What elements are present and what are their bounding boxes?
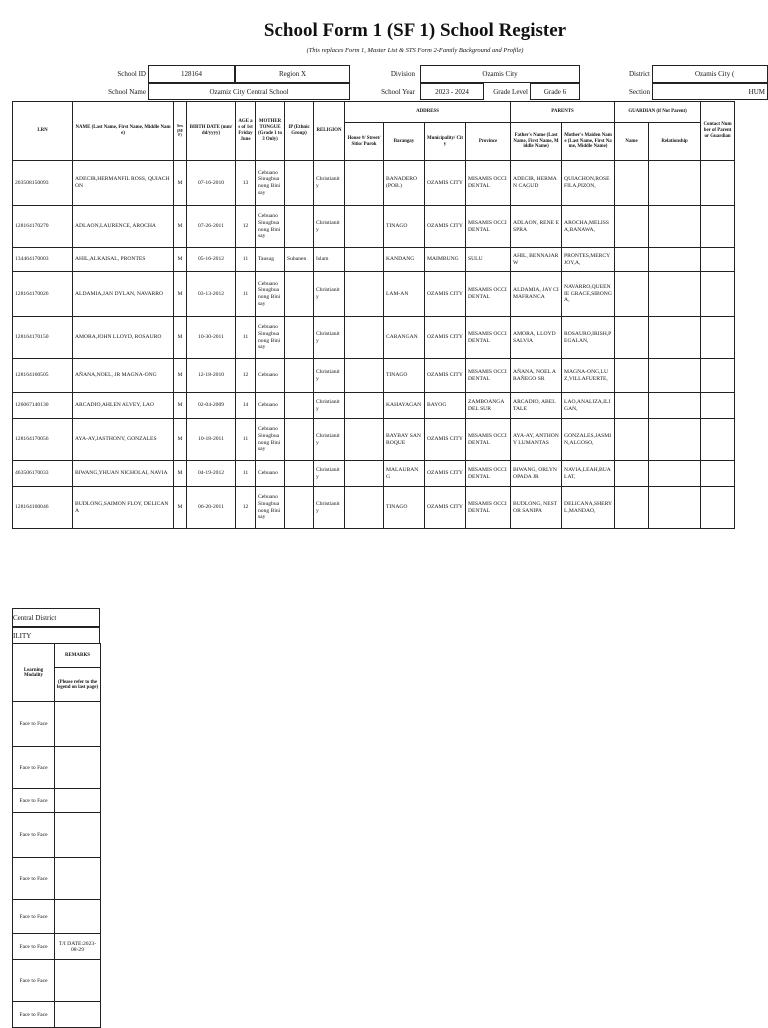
tongue-cell: Cebuano Sinugbua nong Binisay	[256, 419, 285, 461]
father-cell: ALDAMIA, JAY CIMAFRANCA	[511, 272, 562, 317]
province-cell: ZAMBOANGA DEL SUR	[466, 393, 511, 419]
table-row	[13, 272, 735, 317]
remark-cell	[55, 900, 101, 934]
table-row	[13, 206, 735, 248]
district-value: Ozamis City (	[652, 65, 768, 83]
province-cell: MISAMIS OCCIDENTAL	[466, 419, 511, 461]
contact-cell	[701, 359, 735, 393]
sex-cell: M	[174, 272, 187, 317]
school-name-label: School Name	[108, 88, 146, 96]
tongue-cell: Cebuano Sinugbua nong Binisay	[256, 487, 285, 529]
religion-cell: Islam	[314, 248, 345, 272]
municipality-cell: OZAMIS CITY	[425, 487, 466, 529]
col-guardian: GUARDIAN (if Not Parent)	[615, 102, 701, 123]
name-cell: AÑANA,NOEL, JR MAGNA-ONG	[73, 359, 174, 393]
modality-cell: Face to Face	[13, 934, 55, 960]
ip-cell	[285, 317, 314, 359]
municipality-cell: OZAMIS CITY	[425, 419, 466, 461]
father-cell: AÑANA, NOEL ARAÑEGO SR	[511, 359, 562, 393]
name-cell: BIWANG,YHUAN NICHOLAI, NAVIA	[73, 461, 174, 487]
remarks-note: (Please refer to the legend on last page)	[55, 668, 101, 702]
remark-cell	[55, 747, 101, 789]
mother-cell: NAVIA,LEAH,BUALAT,	[562, 461, 615, 487]
contact-cell	[701, 248, 735, 272]
name-cell: ARCADIO,AHLEN ALVEY, LAO	[73, 393, 174, 419]
ip-cell: Subanen	[285, 248, 314, 272]
municipality-cell: OZAMIS CITY	[425, 161, 466, 206]
col-mother: Mother's Maiden Name (Last Name, First Name, Middle Name)	[562, 123, 615, 161]
birth-cell: 03-13-2012	[187, 272, 236, 317]
tongue-cell: Cebuano Sinugbua nong Binisay	[256, 206, 285, 248]
barangay-cell: TINAGO	[384, 487, 425, 529]
contact-cell	[701, 461, 735, 487]
birth-cell: 07-16-2010	[187, 161, 236, 206]
col-guardian-name: Name	[615, 123, 649, 161]
table-row	[13, 747, 101, 789]
lrn-cell: 128164160505	[13, 359, 73, 393]
father-cell: AHIL, BENNAJAR W	[511, 248, 562, 272]
sex-cell: M	[174, 161, 187, 206]
barangay-cell: TINAGO	[384, 359, 425, 393]
barangay-cell: LAM-AN	[384, 272, 425, 317]
guardian-name-cell	[615, 248, 649, 272]
birth-cell: 12-18-2010	[187, 359, 236, 393]
province-cell: MISAMIS OCCIDENTAL	[466, 359, 511, 393]
guardian-name-cell	[615, 272, 649, 317]
age-cell: 12	[236, 487, 256, 529]
col-name: NAME (Last Name, First Name, Middle Name)	[73, 102, 174, 161]
school-name-value: Ozamiz City Central School	[148, 83, 350, 100]
table-row	[13, 461, 735, 487]
division-label: Division	[390, 70, 415, 78]
form-subtitle: (This replaces Form 1, Master List & STS Form 2-Family Background and Profile)	[306, 47, 524, 54]
contact-cell	[701, 317, 735, 359]
name-cell: ADLAON,LAURENCE, AROCHA	[73, 206, 174, 248]
guardian-relationship-cell	[649, 161, 701, 206]
religion-cell: Christianity	[314, 317, 345, 359]
province-cell: MISAMIS OCCIDENTAL	[466, 487, 511, 529]
col-father: Father's Name (Last Name, First Name, Middle Name)	[511, 123, 562, 161]
ip-cell	[285, 393, 314, 419]
age-cell: 11	[236, 272, 256, 317]
guardian-name-cell	[615, 461, 649, 487]
father-cell: ADECIR, HERMAN CAGUD	[511, 161, 562, 206]
province-cell: MISAMIS OCCIDENTAL	[466, 317, 511, 359]
lrn-cell: 128164170270	[13, 206, 73, 248]
lrn-cell: 126067140130	[13, 393, 73, 419]
municipality-cell: OZAMIS CITY	[425, 317, 466, 359]
remark-cell	[55, 858, 101, 900]
guardian-name-cell	[615, 206, 649, 248]
barangay-cell: BAYBAY SAN ROQUE	[384, 419, 425, 461]
guardian-relationship-cell	[649, 487, 701, 529]
religion-cell: Christianity	[314, 393, 345, 419]
guardian-relationship-cell	[649, 248, 701, 272]
col-birth-date: BIRTH DATE (mm/dd/yyyy)	[187, 102, 236, 161]
house-cell	[345, 161, 384, 206]
age-cell: 13	[236, 161, 256, 206]
ip-cell	[285, 161, 314, 206]
modality-cell: Face to Face	[13, 960, 55, 1002]
mother-cell: ROSAURO,IRISH,PEGALAN,	[562, 317, 615, 359]
age-cell: 11	[236, 419, 256, 461]
house-cell	[345, 419, 384, 461]
guardian-name-cell	[615, 487, 649, 529]
mother-cell: PRONTES,MERCYJOY,A,	[562, 248, 615, 272]
age-cell: 11	[236, 317, 256, 359]
school-year-label: School Year	[381, 88, 415, 96]
contact-cell	[701, 272, 735, 317]
remarks-table	[12, 643, 101, 1028]
guardian-relationship-cell	[649, 393, 701, 419]
col-religion: RELIGION	[314, 102, 345, 161]
table-row	[13, 359, 735, 393]
modality-cell: Face to Face	[13, 813, 55, 858]
grade-level-label: Grade Level	[493, 88, 528, 96]
province-cell: MISAMIS OCCIDENTAL	[466, 461, 511, 487]
ip-cell	[285, 272, 314, 317]
birth-cell: 10-18-2011	[187, 419, 236, 461]
house-cell	[345, 461, 384, 487]
religion-cell: Christianity	[314, 419, 345, 461]
col-contact: Contact Number of Parent or Guardian	[701, 102, 735, 161]
col-province: Province	[466, 123, 511, 161]
father-cell: BUDLONG, NESTOR SANIPA	[511, 487, 562, 529]
modality-cell: Face to Face	[13, 1002, 55, 1028]
province-cell: MISAMIS OCCIDENTAL	[466, 161, 511, 206]
sex-cell: M	[174, 487, 187, 529]
name-cell: AYA-AY,JASTHONY, GONZALES	[73, 419, 174, 461]
mother-cell: LAO,ANALIZA,ILIGAN,	[562, 393, 615, 419]
col-age: AGE as of 1st Friday June	[236, 102, 256, 161]
guardian-relationship-cell	[649, 359, 701, 393]
school-id-label: School ID	[117, 70, 146, 78]
remark-cell	[55, 702, 101, 747]
municipality-cell: OZAMIS CITY	[425, 206, 466, 248]
name-cell: BUDLONG,SAIMON FLOY, DELICANA	[73, 487, 174, 529]
tongue-cell: Cebuano Sinugbua nong Binisay	[256, 317, 285, 359]
guardian-name-cell	[615, 317, 649, 359]
table-row	[13, 487, 735, 529]
religion-cell: Christianity	[314, 359, 345, 393]
barangay-cell: TINAGO	[384, 206, 425, 248]
section-label: Section	[629, 88, 650, 96]
table-row	[13, 900, 101, 934]
father-cell: ADLAON, RENE ESPRA	[511, 206, 562, 248]
father-cell: AMORA, LLOYD SALVIA	[511, 317, 562, 359]
grade-level-value: Grade 6	[530, 83, 580, 100]
school-year-value: 2023 - 2024	[420, 83, 484, 100]
table-row	[13, 393, 735, 419]
school-id-value: 128164	[148, 65, 235, 83]
sex-cell: M	[174, 317, 187, 359]
house-cell	[345, 317, 384, 359]
guardian-name-cell	[615, 359, 649, 393]
table-row	[13, 789, 101, 813]
modality-cell: Face to Face	[13, 900, 55, 934]
guardian-relationship-cell	[649, 272, 701, 317]
house-cell	[345, 248, 384, 272]
ip-cell	[285, 206, 314, 248]
guardian-name-cell	[615, 419, 649, 461]
tongue-cell: Cebuano Sinugbua nong Binisay	[256, 161, 285, 206]
col-address: ADDRESS	[345, 102, 511, 123]
house-cell	[345, 206, 384, 248]
contact-cell	[701, 206, 735, 248]
modality-cell: Face to Face	[13, 747, 55, 789]
father-cell: BIWANG, ORLYN OPADA JR	[511, 461, 562, 487]
lrn-cell: 128164160046	[13, 487, 73, 529]
guardian-name-cell	[615, 161, 649, 206]
mother-cell: NAVARRO,QUEENIE GRACE,SIBONGA,	[562, 272, 615, 317]
remarks-header: REMARKS	[55, 644, 101, 668]
form-title: School Form 1 (SF 1) School Register	[263, 20, 567, 41]
ip-cell	[285, 487, 314, 529]
col-house: House #/ Street/ Sitio/ Purok	[345, 123, 384, 161]
learning-modality-header: Learning Modality	[13, 644, 55, 702]
father-cell: AYA-AY, ANTHONY LUMANTAS	[511, 419, 562, 461]
table-row	[13, 858, 101, 900]
municipality-cell: BAYOG	[425, 393, 466, 419]
province-cell: MISAMIS OCCIDENTAL	[466, 206, 511, 248]
guardian-relationship-cell	[649, 317, 701, 359]
age-cell: 12	[236, 359, 256, 393]
contact-cell	[701, 419, 735, 461]
table-row	[13, 161, 735, 206]
age-cell: 11	[236, 461, 256, 487]
age-cell: 11	[236, 248, 256, 272]
house-cell	[345, 393, 384, 419]
col-mother-tongue: MOTHER TONGUE (Grade 1 to 3 Only)	[256, 102, 285, 161]
birth-cell: 07-26-2011	[187, 206, 236, 248]
remark-cell	[55, 789, 101, 813]
section-value: HUM	[652, 83, 768, 100]
col-guardian-relationship: Relationship	[649, 123, 701, 161]
contact-cell	[701, 487, 735, 529]
table-row	[13, 317, 735, 359]
col-sex: Sex (M/F)	[174, 102, 187, 161]
barangay-cell: CARANGAN	[384, 317, 425, 359]
modality-fragment: ILITY	[12, 627, 100, 644]
barangay-cell: MALAUBANG	[384, 461, 425, 487]
ip-cell	[285, 461, 314, 487]
religion-cell: Christianity	[314, 161, 345, 206]
ip-cell	[285, 419, 314, 461]
birth-cell: 05-16-2012	[187, 248, 236, 272]
guardian-name-cell	[615, 393, 649, 419]
name-cell: AMORA,JOHN LLOYD, ROSAURO	[73, 317, 174, 359]
birth-cell: 02-04-2009	[187, 393, 236, 419]
barangay-cell: BANADERO (POB.)	[384, 161, 425, 206]
house-cell	[345, 487, 384, 529]
division-value: Ozamis City	[420, 65, 580, 83]
col-parents: PARENTS	[511, 102, 615, 123]
father-cell: ARCADIO, ABEL TALE	[511, 393, 562, 419]
age-cell: 12	[236, 206, 256, 248]
register-table	[12, 101, 735, 529]
district-fragment: Central District	[12, 608, 100, 627]
lrn-cell: 128164170150	[13, 317, 73, 359]
lrn-cell: 203508150093	[13, 161, 73, 206]
barangay-cell: KAHAYAGAN	[384, 393, 425, 419]
table-row	[13, 702, 101, 747]
guardian-relationship-cell	[649, 461, 701, 487]
mother-cell: QUIACHON,ROSEFILA,PIZON,	[562, 161, 615, 206]
sex-cell: M	[174, 206, 187, 248]
table-row	[13, 248, 735, 272]
tongue-cell: Cebuano	[256, 359, 285, 393]
mother-cell: DELICANA,SHERYL,MANDAO,	[562, 487, 615, 529]
mother-cell: GONZALES,JASMIN,ALGOSO,	[562, 419, 615, 461]
age-cell: 14	[236, 393, 256, 419]
col-municipality: Municipality/ City	[425, 123, 466, 161]
house-cell	[345, 359, 384, 393]
col-ip: IP (Ethnic Group)	[285, 102, 314, 161]
tongue-cell: Tausug	[256, 248, 285, 272]
birth-cell: 04-19-2012	[187, 461, 236, 487]
religion-cell: Christianity	[314, 272, 345, 317]
religion-cell: Christianity	[314, 206, 345, 248]
municipality-cell: OZAMIS CITY	[425, 272, 466, 317]
tongue-cell: Cebuano Sinugbua nong Binisay	[256, 272, 285, 317]
guardian-relationship-cell	[649, 419, 701, 461]
lrn-cell: 463506170033	[13, 461, 73, 487]
region-value: Region X	[235, 65, 350, 83]
sex-cell: M	[174, 393, 187, 419]
mother-cell: MAGNA-ONG,LUZ,VILLAFUERTE,	[562, 359, 615, 393]
district-label: District	[629, 70, 650, 78]
municipality-cell: MAIMBUNG	[425, 248, 466, 272]
table-row	[13, 419, 735, 461]
contact-cell	[701, 161, 735, 206]
sex-cell: M	[174, 461, 187, 487]
religion-cell: Christianity	[314, 461, 345, 487]
religion-cell: Christianity	[314, 487, 345, 529]
modality-cell: Face to Face	[13, 858, 55, 900]
remark-cell	[55, 813, 101, 858]
col-barangay: Barangay	[384, 123, 425, 161]
sex-cell: M	[174, 419, 187, 461]
province-cell: SULU	[466, 248, 511, 272]
province-cell: MISAMIS OCCIDENTAL	[466, 272, 511, 317]
mother-cell: AROCHA,MELISSA,BANAWA,	[562, 206, 615, 248]
modality-cell: Face to Face	[13, 702, 55, 747]
lrn-cell: 134464170003	[13, 248, 73, 272]
table-row	[13, 960, 101, 1002]
modality-cell: Face to Face	[13, 789, 55, 813]
lrn-cell: 128164170056	[13, 419, 73, 461]
remark-cell: T/I DATE:2023-08-29	[55, 934, 101, 960]
municipality-cell: OZAMIS CITY	[425, 461, 466, 487]
municipality-cell: OZAMIS CITY	[425, 359, 466, 393]
ip-cell	[285, 359, 314, 393]
guardian-relationship-cell	[649, 206, 701, 248]
lrn-cell: 128164170026	[13, 272, 73, 317]
name-cell: ALDAMIA,JAN DYLAN, NAVARRO	[73, 272, 174, 317]
table-row	[13, 934, 101, 960]
sex-cell: M	[174, 248, 187, 272]
birth-cell: 06-20-2011	[187, 487, 236, 529]
birth-cell: 10-30-2011	[187, 317, 236, 359]
tongue-cell: Cebuano	[256, 461, 285, 487]
tongue-cell: Cebuano	[256, 393, 285, 419]
col-lrn: LRN	[13, 102, 73, 161]
name-cell: ADECIR,HERMANFIL ROSS, QUIACHON	[73, 161, 174, 206]
remark-cell	[55, 960, 101, 1002]
sex-cell: M	[174, 359, 187, 393]
barangay-cell: KANDANG	[384, 248, 425, 272]
contact-cell	[701, 393, 735, 419]
name-cell: AHIL,ALKAISAL, PRONTES	[73, 248, 174, 272]
house-cell	[345, 272, 384, 317]
table-row	[13, 813, 101, 858]
